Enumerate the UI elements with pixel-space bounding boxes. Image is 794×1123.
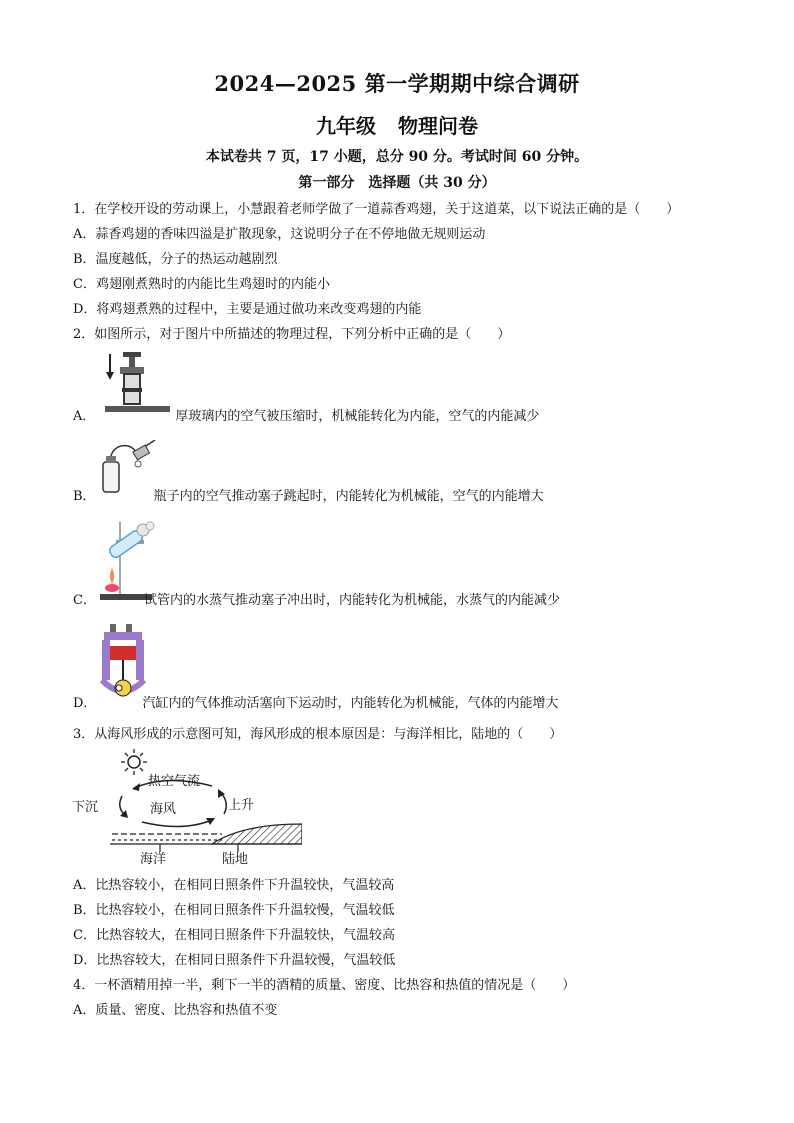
sea-breeze-label: 海风 <box>150 802 177 817</box>
subject-label: 物理问卷 <box>398 114 478 138</box>
land-label: 陆地 <box>222 852 249 867</box>
sun-icon <box>121 749 147 775</box>
q3-option-c: C．比热容较大，在相同日照条件下升温较快，气温较高 <box>73 928 395 943</box>
q2-option-d-label: D． <box>73 696 97 711</box>
q1-option-a: A．蒜香鸡翅的香味四溢是扩散现象，这说明分子在不停地做无规则运动 <box>73 227 486 242</box>
q1-option-b: B．温度越低，分子的热运动越剧烈 <box>73 252 278 267</box>
q2-option-d-text: 汽缸内的气体推动活塞向下运动时，内能转化为机械能，气体的内能增大 <box>142 696 559 711</box>
q4-option-a: A．质量、密度、比热容和热值不变 <box>73 1003 278 1018</box>
hot-air-label: 热空气流 <box>148 774 201 789</box>
q3-option-d: D．比热容较大，在相同日照条件下升温较慢，气温较低 <box>73 953 396 968</box>
q2-option-c-label: C． <box>73 593 96 608</box>
q1-option-d: D．将鸡翅煮熟的过程中，主要是通过做功来改变鸡翅的内能 <box>73 302 422 317</box>
q3-option-b: B．比热容较小，在相同日照条件下升温较慢，气温较低 <box>73 903 395 918</box>
engine-cylinder-figure <box>98 622 148 702</box>
q2-option-a-text: 厚玻璃内的空气被压缩时，机械能转化为内能，空气的内能减少 <box>175 409 540 424</box>
q2-option-b-label: B． <box>73 489 96 504</box>
q3-stem: 3．从海风形成的示意图可知，海风形成的根本原因是：与海洋相比，陆地的（ ） <box>73 727 563 742</box>
exam-subtitle <box>0 110 794 139</box>
q3-option-a: A．比热容较小，在相同日照条件下升温较快，气温较高 <box>73 878 395 893</box>
q2-option-a-label: A． <box>73 409 96 424</box>
q2-option-d <box>73 692 558 711</box>
q2-option-a <box>73 405 539 424</box>
q2-option-c <box>73 589 560 608</box>
exam-info: 本试卷共 7 页，17 小题，总分 90 分。考试时间 60 分钟。 <box>205 149 589 165</box>
sink-label: 下沉 <box>72 800 99 815</box>
grade-label: 九年级 <box>316 114 376 138</box>
sea-breeze-diagram <box>72 748 302 866</box>
q2-stem: 2．如图所示，对于图片中所描述的物理过程，下列分析中正确的是（ ） <box>73 327 511 342</box>
part-title: 第一部分 选择题（共 30 分） <box>298 175 496 191</box>
q1-option-c: C．鸡翅刚煮熟时的内能比生鸡翅时的内能小 <box>73 277 330 292</box>
q1-stem: 1．在学校开设的劳动课上，小慧跟着老师学做了一道蒜香鸡翅，关于这道菜，以下说法正确的是（ ） <box>73 202 680 217</box>
exam-title: 2024—2025 第一学期期中综合调研 <box>214 71 580 96</box>
q4-stem: 4．一杯酒精用掉一半，剩下一半的酒精的质量、密度、比热容和热值的情况是（ ） <box>73 978 576 993</box>
rise-label: 上升 <box>228 798 255 813</box>
q2-option-c-text: 试管内的水蒸气推动塞子冲出时，内能转化为机械能，水蒸气的内能减少 <box>143 593 560 608</box>
q2-option-b <box>73 485 544 504</box>
q2-option-b-text: 瓶子内的空气推动塞子跳起时，内能转化为机械能，空气的内能增大 <box>153 489 544 504</box>
ocean-label: 海洋 <box>140 852 167 867</box>
